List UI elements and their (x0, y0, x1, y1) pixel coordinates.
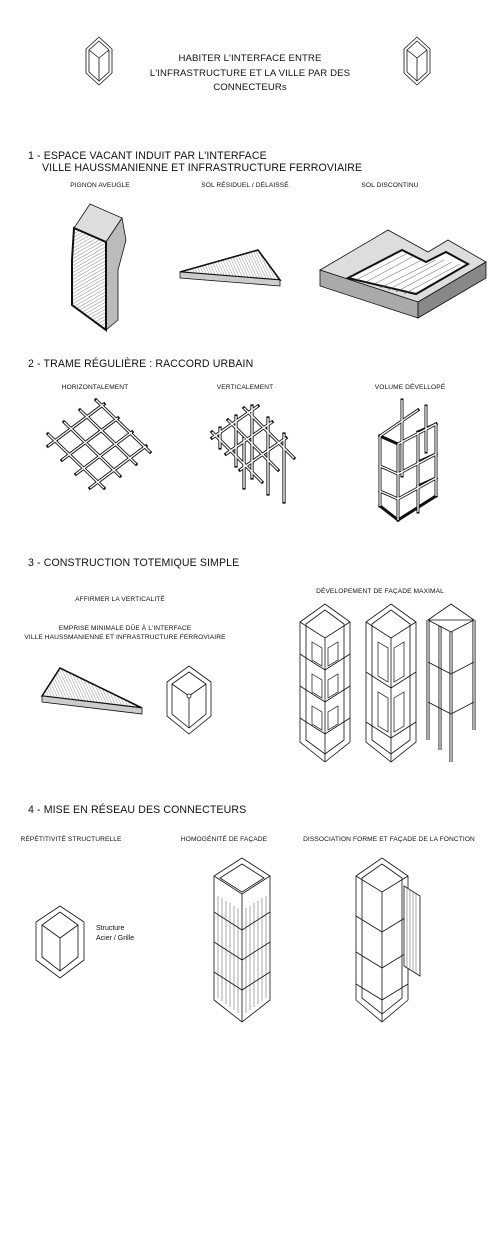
section-4-heading: 4 - MISE EN RÉSEAU DES CONNECTEURS (28, 804, 247, 816)
discontinuous-ground-drawing (318, 200, 488, 322)
dissociated-facade-tower (354, 856, 428, 1024)
section-3-heading: 3 - CONSTRUCTION TOTEMIQUE SIMPLE (28, 557, 240, 569)
hex-connector-module (164, 664, 214, 736)
label-sol-residuel: SOL RÉSIDUEL / DÉLAISSÉ (201, 182, 289, 189)
title-line-2: L'INFRASTRUCTURE ET LA VILLE PAR DES (149, 67, 351, 79)
label-developement-facade: DÉVELOPEMENT DE FAÇADE MAXIMAL (316, 588, 444, 595)
label-horizontalement: HORIZONTALEMENT (61, 384, 129, 391)
totem-2-drawing (364, 602, 418, 764)
page-title (110, 52, 390, 96)
section-1-heading: 1 - ESPACE VACANT INDUIT PAR L'INTERFACE VILLE HAUSSMANIENNE ET INFRASTRUCTURE FERROVIAIRE (28, 150, 363, 174)
totem-1-drawing (298, 602, 352, 764)
section-2-heading: 2 - TRAME RÉGULIÈRE : RACCORD URBAIN (28, 358, 254, 370)
label-volume-developpe: VOLUME DÉVELLOPÉ (374, 384, 446, 391)
label-repetitivite-structurelle: RÉPÉTITIVITÉ STRUCTURELLE (20, 836, 122, 843)
title-line-3: CONNECTEURs (213, 82, 287, 93)
label-affirmer-verticalite: AFFIRMER LA VERTICALITÉ (75, 596, 165, 603)
developed-volume-drawing (372, 396, 452, 526)
label-pignon-aveugle: PIGNON AVEUGLE (70, 182, 130, 189)
label-dissociation-forme: DISSOCIATION FORME ET FAÇADE DE LA FONCTION (303, 836, 475, 843)
title-line-1: HABITER L'INTERFACE ENTRE (178, 53, 322, 64)
totem-3-drawing (424, 602, 478, 764)
hex-cube-icon-right (402, 36, 432, 86)
blind-gable-drawing (60, 200, 140, 340)
horizontal-grid-drawing (44, 398, 154, 494)
homogeneous-facade-tower (212, 856, 272, 1024)
structure-caption: Structure Acier / Grille (96, 925, 135, 942)
label-verticalement: VERTICALEMENT (216, 384, 274, 391)
residual-ground-drawing (178, 232, 288, 302)
label-sol-discontinu: SOL DISCONTINU (361, 182, 419, 189)
label-emprise-minimale: EMPRISE MINIMALE DÛE À L'INTERFACE VILLE HAUSSMANIENNE ET INFRASTRUCTURE FERROVIAIRE (24, 625, 226, 641)
label-homogenite-facade: HOMOGÉNITÉ DE FAÇADE (180, 836, 268, 843)
structure-module-drawing (34, 904, 86, 980)
minimal-footprint-drawing (38, 662, 148, 722)
vertical-grid-drawing (208, 398, 298, 508)
